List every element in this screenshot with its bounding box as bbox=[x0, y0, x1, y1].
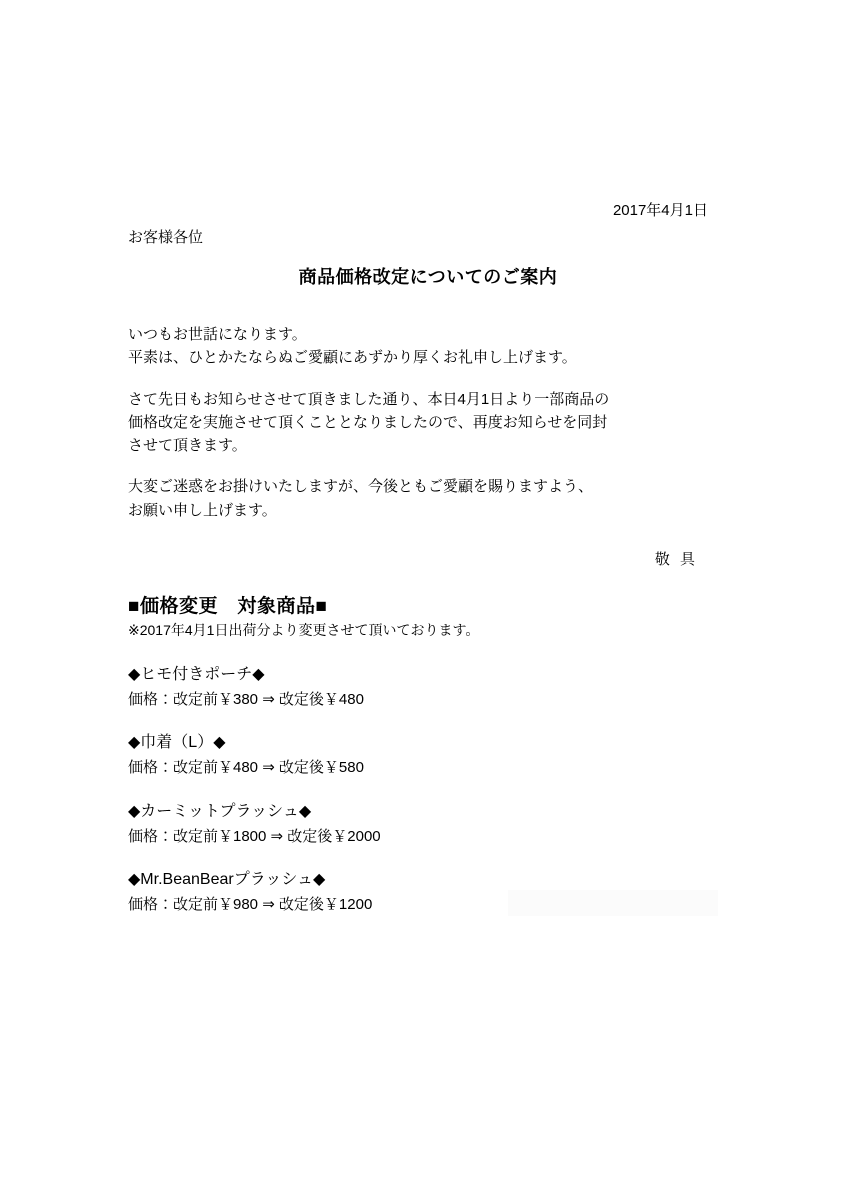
item-price: 価格：改定前￥480 ⇒ 改定後￥580 bbox=[128, 759, 364, 777]
paragraph-line: 価格改定を実施させて頂くこととなりましたので、再度お知らせを同封 bbox=[128, 413, 608, 431]
item-price: 価格：改定前￥1800 ⇒ 改定後￥2000 bbox=[128, 827, 381, 845]
document-addressee: お客様各位 bbox=[128, 228, 204, 246]
list-item bbox=[128, 731, 708, 780]
page-title: 商品価格改定についてのご案内 bbox=[298, 267, 558, 287]
paragraph-line: 大変ご迷惑をお掛けいたしますが、今後ともご愛顧を賜りますよう、 bbox=[128, 478, 594, 496]
item-name: ◆巾着（L）◆ bbox=[128, 734, 226, 752]
paragraph-greeting bbox=[128, 323, 708, 370]
list-item bbox=[128, 663, 708, 712]
closing-salutation: 敬 具 bbox=[654, 550, 698, 568]
document-date: 2017年4月1日 bbox=[612, 202, 708, 219]
paragraph-line: 平素は、ひとかたならぬご愛顧にあずかり厚くお礼申し上げます。 bbox=[128, 349, 577, 367]
item-name: ◆Mr.BeanBearプラッシュ◆ bbox=[128, 871, 326, 889]
section-note: ※2017年4月1日出荷分より変更させて頂いております。 bbox=[128, 621, 480, 638]
paragraph-line: さて先日もお知らせさせて頂きました通り、本日4月1日より一部商品の bbox=[128, 390, 610, 408]
page-artifact bbox=[508, 890, 718, 916]
paragraph-apology bbox=[128, 475, 708, 522]
paragraph-line: させて頂きます。 bbox=[128, 437, 247, 454]
item-name: ◆カーミットプラッシュ◆ bbox=[128, 802, 312, 820]
paragraph-line: お願い申し上げます。 bbox=[128, 501, 277, 519]
item-name: ◆ヒモ付きポーチ◆ bbox=[128, 665, 265, 683]
item-price: 価格：改定前￥380 ⇒ 改定後￥480 bbox=[128, 690, 364, 708]
section-heading-price-change: ■価格変更 対象商品■ bbox=[128, 595, 328, 617]
list-item bbox=[128, 800, 708, 849]
paragraph-notice bbox=[128, 388, 708, 458]
paragraph-line: いつもお世話になります。 bbox=[128, 326, 307, 343]
item-price: 価格：改定前￥980 ⇒ 改定後￥1200 bbox=[128, 896, 373, 914]
document-body bbox=[128, 200, 708, 937]
